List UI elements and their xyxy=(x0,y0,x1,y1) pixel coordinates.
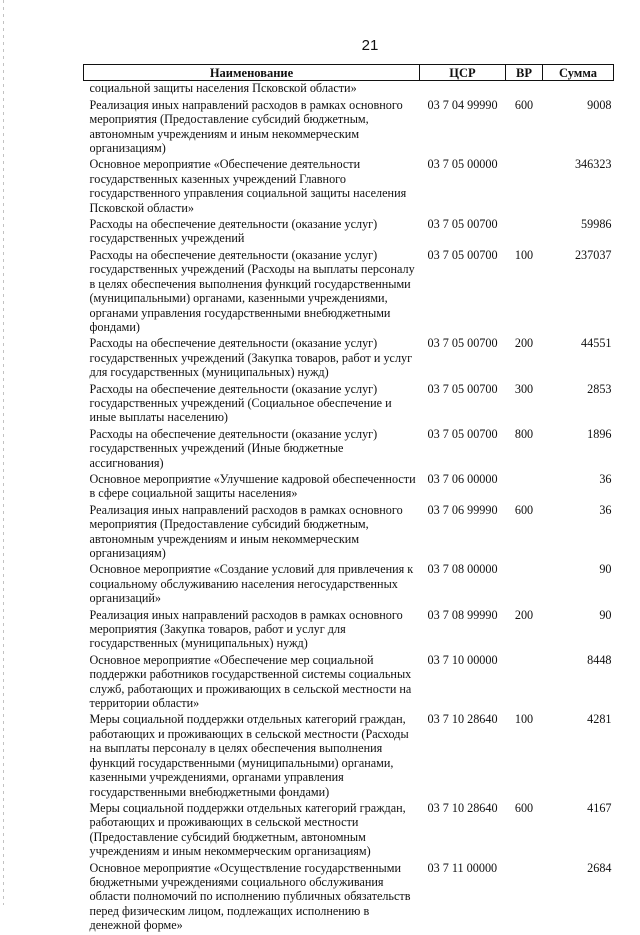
row-csr: 03 7 10 28640 xyxy=(427,800,498,815)
row-sum: 2853 xyxy=(587,381,612,396)
row-sum: 36 xyxy=(599,502,612,517)
table-row xyxy=(84,81,614,98)
row-vr: 100 xyxy=(514,712,534,727)
header-name: Наименование xyxy=(84,65,420,81)
row-csr: 03 7 05 00700 xyxy=(427,217,498,232)
row-sum: 2684 xyxy=(587,860,612,875)
row-csr: 03 7 10 28640 xyxy=(427,712,498,727)
row-name: Расходы на обеспечение деятельности (оказание услуг) государственных учреждений (Социальное обеспечение и иные выплаты населению) xyxy=(89,381,392,425)
table-row xyxy=(84,336,614,381)
row-vr: 600 xyxy=(514,97,534,112)
table-row xyxy=(84,712,614,800)
row-vr xyxy=(506,562,543,607)
row-sum: 4281 xyxy=(587,712,612,727)
table-row xyxy=(84,472,614,503)
row-sum: 1896 xyxy=(587,426,612,441)
row-csr: 03 7 05 00700 xyxy=(427,247,498,262)
table-row xyxy=(84,157,614,217)
row-csr: 03 7 05 00000 xyxy=(427,157,498,172)
budget-table xyxy=(83,64,614,935)
row-name: Основное мероприятие «Обеспечение мер социальной поддержки работников государственной системы социальных служб, работающих и проживающих в сельской местности на территории области» xyxy=(89,652,412,711)
row-name: Основное мероприятие «Создание условий для привлечения к социальному обслуживанию населения негосударственных организаций» xyxy=(89,562,414,606)
row-csr: 03 7 06 00000 xyxy=(427,471,498,486)
row-name: Расходы на обеспечение деятельности (оказание услуг) государственных учреждений (Иные бюджетные ассигнования) xyxy=(89,426,378,470)
row-name: Расходы на обеспечение деятельности (оказание услуг) государственных учреждений (Закупка товаров, работ и услуг для государственных (муниципальных) нужд) xyxy=(89,336,413,380)
row-csr xyxy=(420,81,506,98)
row-sum: 4167 xyxy=(587,800,612,815)
row-vr: 300 xyxy=(514,381,534,396)
row-name: Реализация иных направлений расходов в рамках основного мероприятия (Предоставление субсидий бюджетным, автономным учреждениям и иным некоммерческим организациям) xyxy=(89,97,403,156)
row-name: Меры социальной поддержки отдельных категорий граждан, работающих и проживающих в сельской местности (Расходы на выплаты персоналу в целях обеспечения выполнения функций государственными (муниципальными) органами, казенными учреждениями, органами управления государственными внебюджетными фондами) xyxy=(89,712,409,799)
row-vr: 600 xyxy=(514,800,534,815)
row-vr xyxy=(506,653,543,713)
row-csr: 03 7 05 00700 xyxy=(427,426,498,441)
table-header-row xyxy=(84,65,614,81)
row-sum: 36 xyxy=(599,471,612,486)
row-vr: 200 xyxy=(514,336,534,351)
row-sum: 8448 xyxy=(587,652,612,667)
table-row xyxy=(84,801,614,861)
row-vr: 800 xyxy=(514,426,534,441)
table-row xyxy=(84,98,614,158)
row-name: Меры социальной поддержки отдельных категорий граждан, работающих и проживающих в сельской местности (Предоставление субсидий бюджетным, автономным учреждениям и иным некоммерческим организациям) xyxy=(89,800,406,859)
table-row xyxy=(84,653,614,713)
row-vr xyxy=(506,217,543,248)
header-vr: ВР xyxy=(506,65,543,81)
header-csr: ЦСР xyxy=(420,65,506,81)
row-csr: 03 7 08 00000 xyxy=(427,562,498,577)
row-name: Основное мероприятие «Осуществление государственными бюджетными учреждениями социального обслуживания области полномочий по исполнению публичных обязательств перед физическим лицом, подлежащих исполнению в денежной форме» xyxy=(89,860,411,933)
row-vr: 600 xyxy=(514,502,534,517)
row-csr: 03 7 05 00700 xyxy=(427,336,498,351)
scan-edge-artifact xyxy=(3,0,4,905)
row-csr: 03 7 08 99990 xyxy=(427,607,498,622)
row-name: Основное мероприятие «Обеспечение деятельности государственных казенных учреждений Главного государственного управления социальной защиты населения Псковской области» xyxy=(89,157,407,215)
row-csr: 03 7 10 00000 xyxy=(427,652,498,667)
row-name: Реализация иных направлений расходов в рамках основного мероприятия (Закупка товаров, работ и услуг для государственных (муниципальных) нужд) xyxy=(89,607,403,651)
row-vr xyxy=(506,861,543,935)
table-row xyxy=(84,608,614,653)
row-sum: 59986 xyxy=(581,217,612,232)
row-sum: 9008 xyxy=(587,97,612,112)
row-csr: 03 7 11 00000 xyxy=(427,860,498,875)
table-row xyxy=(84,861,614,935)
page-number: 21 xyxy=(361,37,379,54)
row-csr: 03 7 05 00700 xyxy=(427,381,498,396)
row-vr: 200 xyxy=(514,607,534,622)
table-row xyxy=(84,248,614,336)
row-name: Реализация иных направлений расходов в рамках основного мероприятия (Предоставление субсидий бюджетным, автономным учреждениям и иным некоммерческим организациям) xyxy=(89,502,403,560)
row-name: Расходы на обеспечение деятельности (оказание услуг) государственных учреждений (Расходы на выплаты персоналу в целях обеспечения выполнения функций государственными (муниципальными) органами, казенными учреждениями, органами управления государственными внебюджетными фондами) xyxy=(89,247,415,334)
row-name: социальной защиты населения Псковской области» xyxy=(89,81,357,96)
row-sum: 90 xyxy=(599,607,612,622)
table-row xyxy=(84,382,614,427)
row-vr xyxy=(506,81,543,98)
row-sum: 44551 xyxy=(581,336,612,351)
table-row xyxy=(84,217,614,248)
row-vr: 100 xyxy=(514,247,534,262)
row-csr: 03 7 04 99990 xyxy=(427,97,498,112)
row-vr xyxy=(506,157,543,217)
row-vr xyxy=(506,472,543,503)
header-sum: Сумма xyxy=(543,65,614,81)
row-sum: 346323 xyxy=(574,157,612,172)
row-name: Основное мероприятие «Улучшение кадровой обеспеченности в сфере социальной защиты населения» xyxy=(89,471,416,501)
table-row xyxy=(84,503,614,563)
row-sum: 237037 xyxy=(574,247,612,262)
table-row xyxy=(84,562,614,607)
row-sum: 90 xyxy=(599,562,612,577)
row-name: Расходы на обеспечение деятельности (оказание услуг) государственных учреждений xyxy=(89,217,378,246)
table-row xyxy=(84,427,614,472)
row-sum xyxy=(543,81,614,98)
row-csr: 03 7 06 99990 xyxy=(427,502,498,517)
